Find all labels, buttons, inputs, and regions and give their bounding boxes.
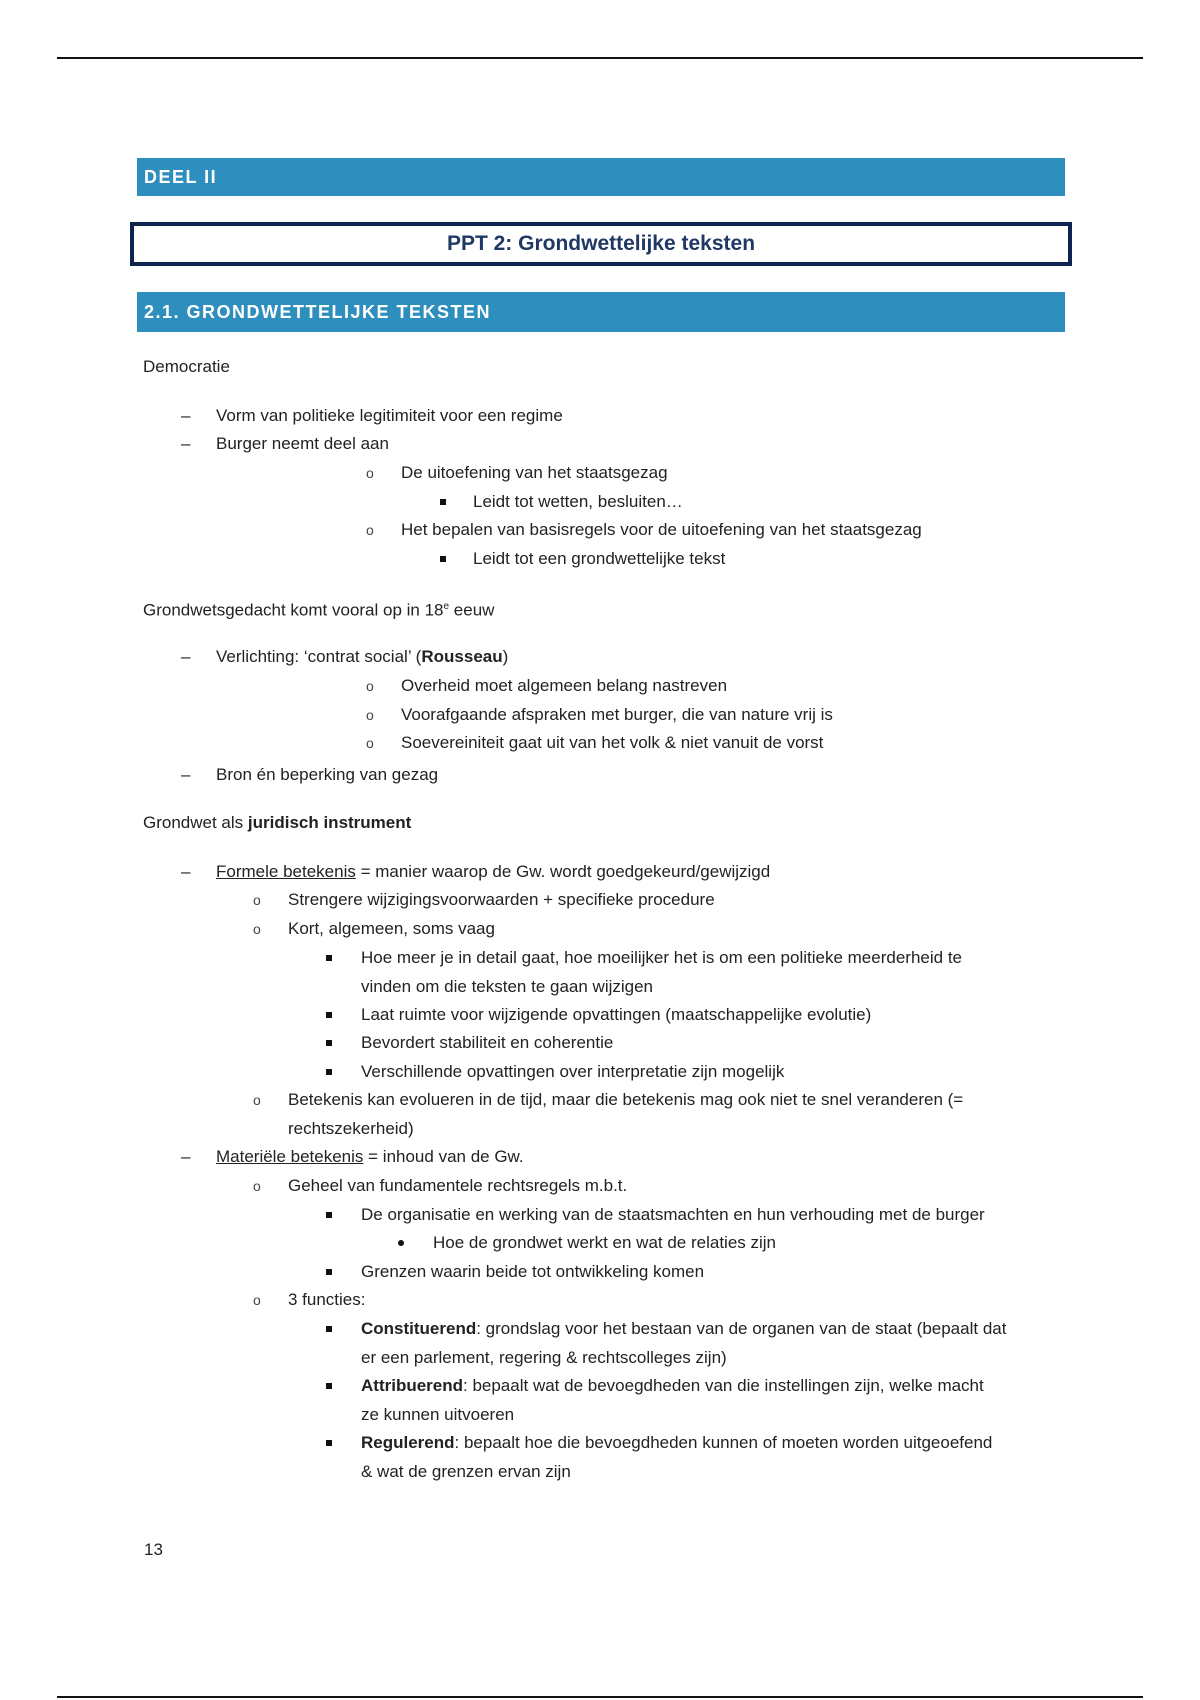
dash-bullet: – [181,434,191,453]
list-item: Laat ruimte voor wijzigende opvattingen (maatschappelijke evolutie) [361,1005,872,1024]
footer-rule [57,1696,1143,1698]
list-item: Vorm van politieke legitimiteit voor een regime [216,406,563,425]
square-bullet [326,1069,332,1075]
list-item: Strengere wijzigingsvoorwaarden + specifieke procedure [288,890,715,909]
circle-bullet: o [366,465,374,481]
list-item: Soevereiniteit gaat uit van het volk & niet vanuit de vorst [401,733,824,752]
square-bullet [326,1012,332,1018]
functie-attribuerend: Attribuerend: bepaalt wat de bevoegdheden van die instellingen zijn, welke macht [361,1376,984,1395]
square-bullet [440,556,446,562]
circle-bullet: o [253,1092,261,1108]
square-bullet [326,1040,332,1046]
circle-bullet: o [253,921,261,937]
header-rule [57,57,1143,59]
dash-bullet: – [181,765,191,784]
square-bullet [326,955,332,961]
list-item: Leidt tot wetten, besluiten… [473,492,683,511]
list-item: Verlichting: ‘contrat social’ (Rousseau) [216,647,509,666]
square-bullet [326,1440,332,1446]
circle-bullet: o [366,707,374,723]
functie-regulerend: Regulerend: bepaalt hoe die bevoegdheden kunnen of moeten worden uitgeoefend [361,1433,993,1452]
list-item: Het bepalen van basisregels voor de uitoefening van het staatsgezag [401,520,922,539]
list-item: Kort, algemeen, soms vaag [288,919,495,938]
list-item: Bron én beperking van gezag [216,765,439,784]
circle-bullet: o [253,1178,261,1194]
part-banner: DEEL II [137,158,1065,196]
list-item-continuation: vinden om die teksten te gaan wijzigen [361,977,654,996]
list-item: Burger neemt deel aan [216,434,389,453]
list-item: 3 functies: [288,1290,366,1309]
list-item-continuation: er een parlement, regering & rechtscolleges zijn) [361,1348,727,1367]
list-item: De uitoefening van het staatsgezag [401,463,668,482]
dot-bullet [398,1240,404,1246]
circle-bullet: o [366,735,374,751]
list-item: Bevordert stabiliteit en coherentie [361,1033,614,1052]
square-bullet [326,1326,332,1332]
ppt-title-box: PPT 2: Grondwettelijke teksten [130,222,1072,266]
circle-bullet: o [253,892,261,908]
materiele-betekenis: Materiële betekenis = inhoud van de Gw. [216,1147,524,1166]
list-item: Voorafgaande afspraken met burger, die van nature vrij is [401,705,833,724]
list-item: Geheel van fundamentele rechtsregels m.b.t. [288,1176,628,1195]
circle-bullet: o [366,522,374,538]
democratie-heading: Democratie [143,357,230,376]
formele-betekenis: Formele betekenis = manier waarop de Gw. wordt goedgekeurd/gewijzigd [216,862,771,881]
dash-bullet: – [181,862,191,881]
list-item: De organisatie en werking van de staatsmachten en hun verhouding met de burger [361,1205,985,1224]
instrument-heading: Grondwet als juridisch instrument [143,813,412,832]
list-item: Betekenis kan evolueren in de tijd, maar die betekenis mag ook niet te snel veranderen (= [288,1090,964,1109]
square-bullet [440,499,446,505]
list-item: Hoe de grondwet werkt en wat de relaties zijn [433,1233,777,1252]
list-item-continuation: & wat de grenzen ervan zijn [361,1462,571,1481]
list-item-continuation: rechtszekerheid) [288,1119,414,1138]
square-bullet [326,1212,332,1218]
square-bullet [326,1383,332,1389]
list-item-continuation: ze kunnen uitvoeren [361,1405,515,1424]
list-item: Grenzen waarin beide tot ontwikkeling komen [361,1262,705,1281]
circle-bullet: o [253,1292,261,1308]
list-item: Leidt tot een grondwettelijke tekst [473,549,726,568]
section-banner: 2.1. GRONDWETTELIJKE TEKSTEN [137,292,1065,332]
circle-bullet: o [366,678,374,694]
list-item: Verschillende opvattingen over interpretatie zijn mogelijk [361,1062,785,1081]
functie-constituerend: Constituerend: grondslag voor het bestaan van de organen van de staat (bepaalt dat [361,1319,1007,1338]
dash-bullet: – [181,406,191,425]
square-bullet [326,1269,332,1275]
list-item: Overheid moet algemeen belang nastreven [401,676,728,695]
dash-bullet: – [181,1147,191,1166]
dash-bullet: – [181,647,191,666]
grondwetsgedacht-heading: Grondwetsgedacht komt vooral op in 18e eeuw [143,600,495,620]
page-number: 13 [144,1540,163,1559]
list-item: Hoe meer je in detail gaat, hoe moeilijker het is om een politieke meerderheid te [361,948,962,967]
